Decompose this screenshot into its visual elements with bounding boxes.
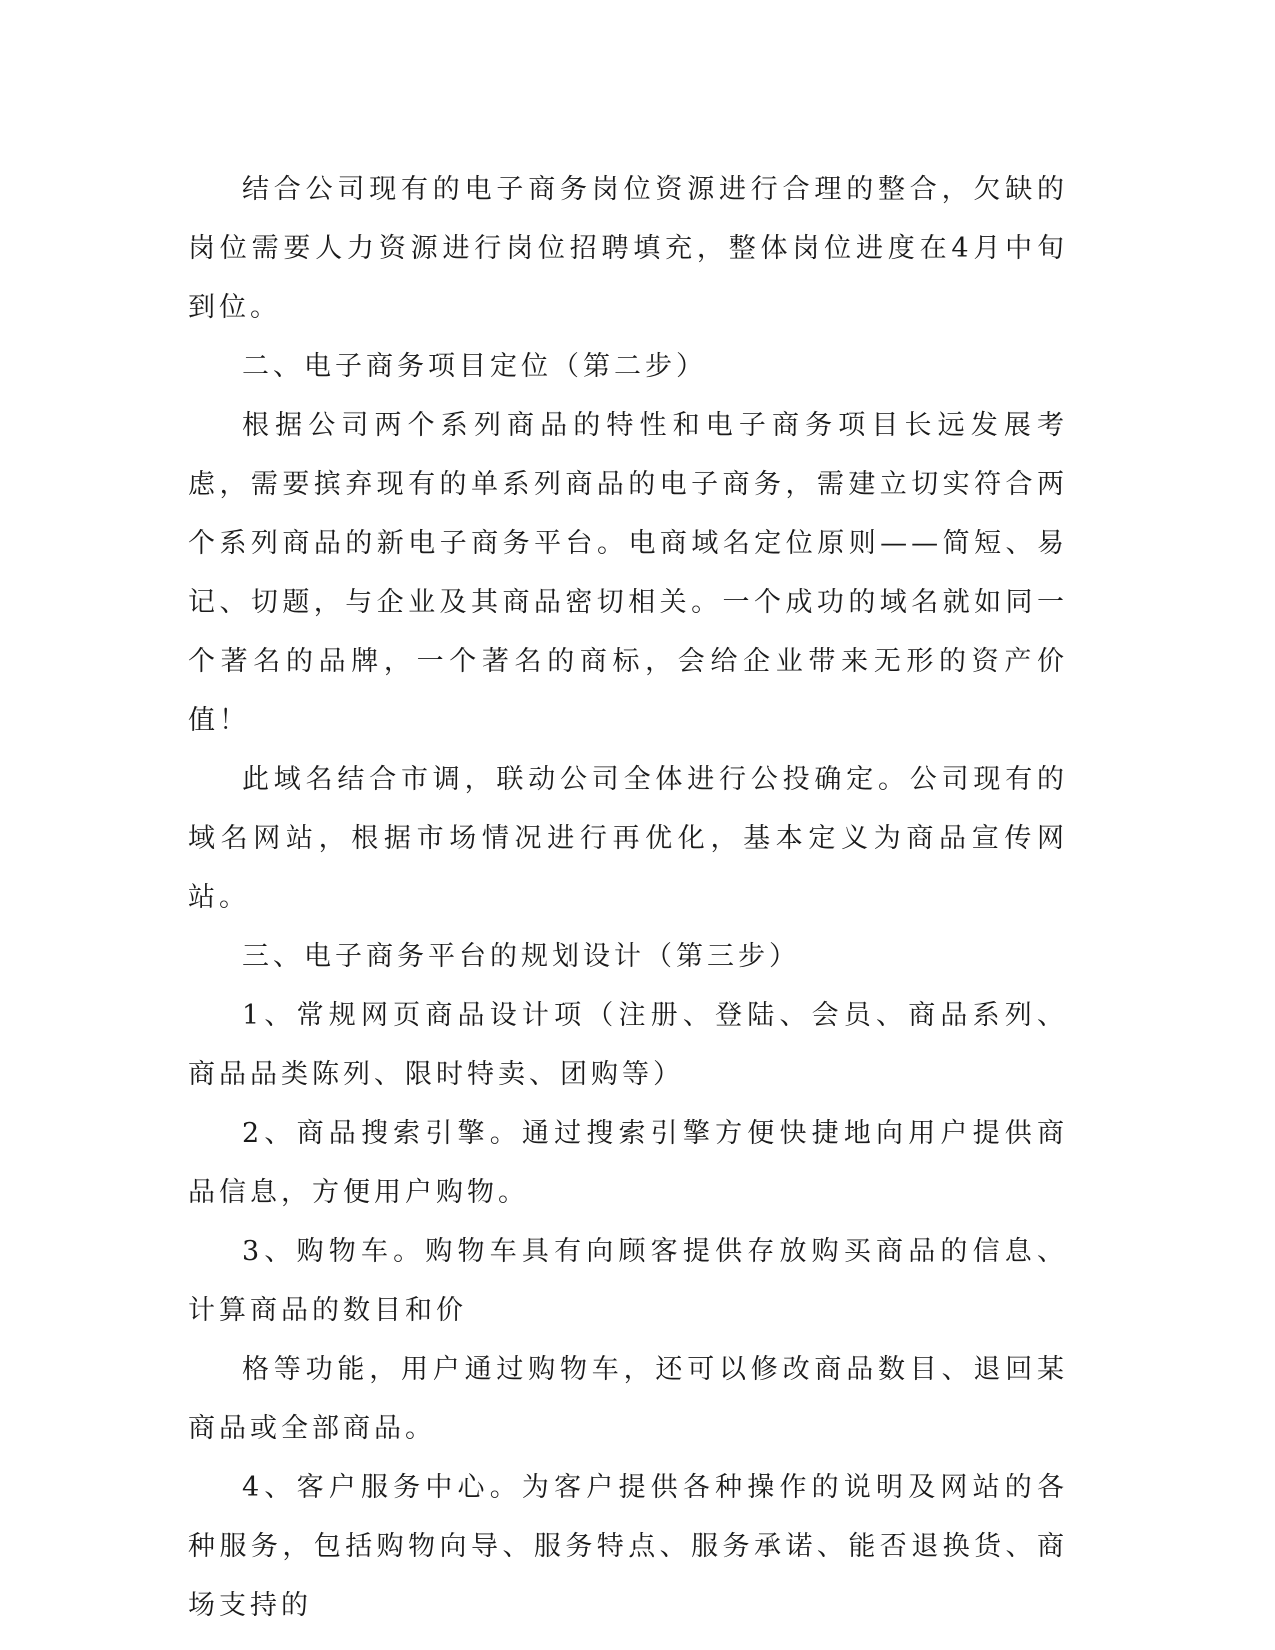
list-item-customer-service: 4、客户服务中心。为客户提供各种操作的说明及网站的各种服务，包括购物向导、服务特点、服务承诺、能否退换货、商场支持的 — [188, 1472, 1068, 1621]
list-item-shopping-cart: 3、购物车。购物车具有向顾客提供存放购买商品的信息、计算商品的数目和价 — [188, 1236, 1068, 1326]
list-item-page-design: 1、常规网页商品设计项（注册、登陆、会员、商品系列、商品品类陈列、限时特卖、团购等） — [188, 1000, 1068, 1090]
paragraph-domain-vote: 此域名结合市调，联动公司全体进行公投确定。公司现有的域名网站，根据市场情况进行再优化，基本定义为商品宣传网站。 — [188, 764, 1068, 913]
document-body — [188, 160, 1068, 1635]
paragraph-cart-continued: 格等功能，用户通过购物车，还可以修改商品数目、退回某商品或全部商品。 — [188, 1354, 1068, 1444]
heading-project-positioning: 二、电子商务项目定位（第二步） — [242, 351, 707, 382]
list-item-search-engine: 2、商品搜索引擎。通过搜索引擎方便快捷地向用户提供商品信息，方便用户购物。 — [188, 1118, 1068, 1208]
paragraph-staffing: 结合公司现有的电子商务岗位资源进行合理的整合，欠缺的岗位需要人力资源进行岗位招聘填充，整体岗位进度在4月中旬到位。 — [188, 174, 1068, 323]
paragraph-platform-domain: 根据公司两个系列商品的特性和电子商务项目长远发展考虑，需要摈弃现有的单系列商品的电子商务，需建立切实符合两个系列商品的新电子商务平台。电商域名定位原则——简短、易记、切题，与企业及其商品密切相关。一个成功的域名就如同一个著名的品牌，一个著名的商标，会给企业带来无形的资产价值！ — [188, 410, 1068, 736]
heading-platform-design: 三、电子商务平台的规划设计（第三步） — [242, 941, 800, 972]
